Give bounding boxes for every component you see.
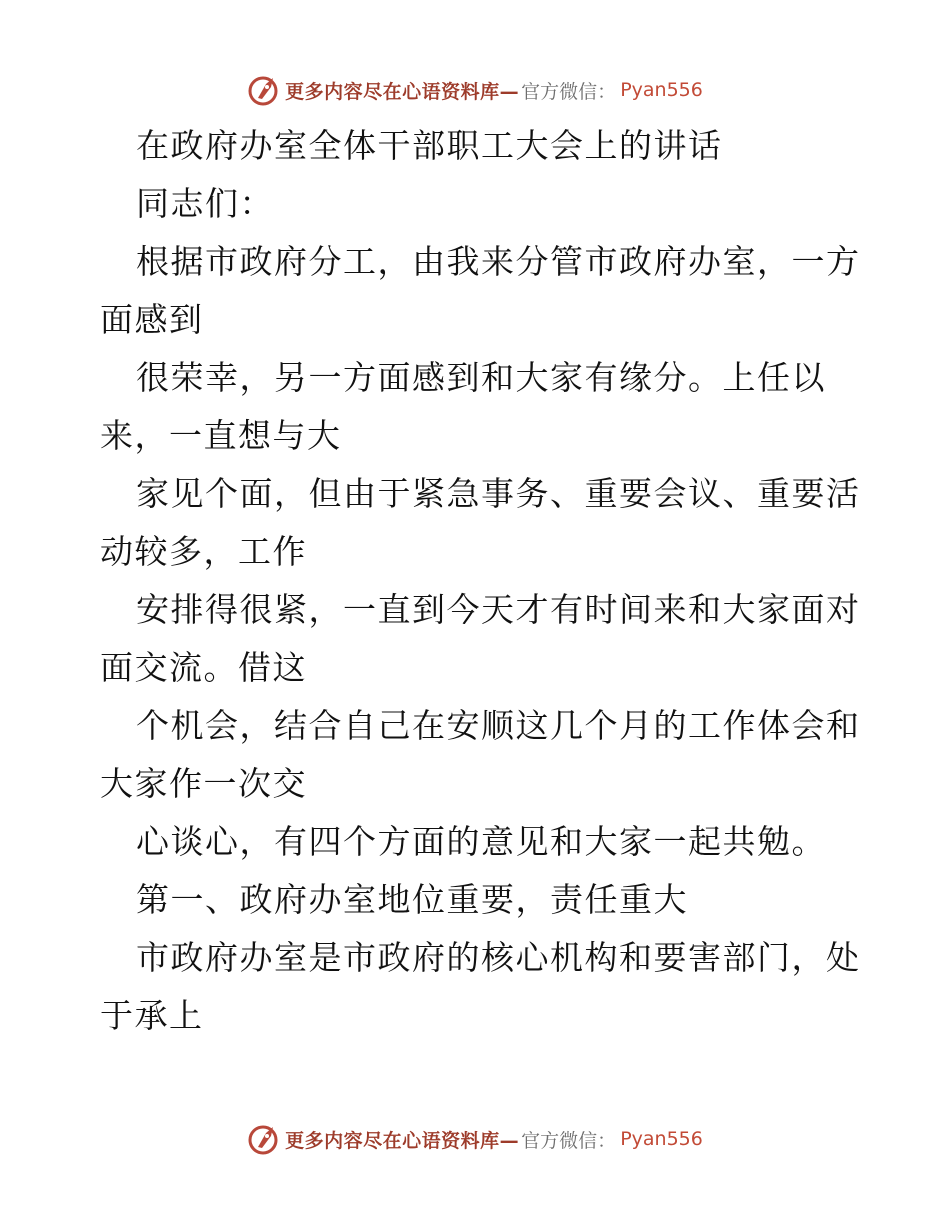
section-paragraph-line-cont: 于承上 bbox=[100, 996, 204, 1035]
paragraph-line-3-cont: 动较多，工作 bbox=[100, 532, 307, 571]
watermark-text: 更多内容尽在心语资料库— bbox=[285, 1129, 520, 1152]
paragraph-line-4: 安排得很紧，一直到今天才有时间来和大家面对 bbox=[136, 590, 861, 629]
section-heading: 第一、政府办室地位重要，责任重大 bbox=[136, 880, 688, 919]
watermark-wechat-id: Pyan556 bbox=[620, 79, 703, 101]
paragraph-line-1: 根据市政府分工，由我来分管市政府办室，一方 bbox=[136, 242, 861, 281]
document-title: 在政府办室全体干部职工大会上的讲话 bbox=[136, 126, 723, 165]
document-body bbox=[100, 117, 860, 1045]
watermark-wechat-id: Pyan556 bbox=[620, 1128, 703, 1150]
watermark-text: 更多内容尽在心语资料库— bbox=[285, 80, 520, 103]
pen-nib-logo-icon bbox=[247, 73, 281, 107]
paragraph-line-5-cont: 大家作一次交 bbox=[100, 764, 307, 803]
watermark-banner-bottom bbox=[0, 1119, 950, 1159]
paragraph-line-2: 很荣幸，另一方面感到和大家有缘分。上任以 bbox=[136, 358, 826, 397]
paragraph-line-3: 家见个面，但由于紧急事务、重要会议、重要活 bbox=[136, 474, 861, 513]
paragraph-line-2-cont: 来，一直想与大 bbox=[100, 416, 342, 455]
watermark-wechat-label: 官方微信： bbox=[521, 80, 617, 103]
paragraph-line-6: 心谈心，有四个方面的意见和大家一起共勉。 bbox=[136, 822, 826, 861]
watermark-wechat-label: 官方微信： bbox=[521, 1129, 617, 1152]
pen-nib-logo-icon bbox=[247, 1122, 281, 1156]
paragraph-line-1-cont: 面感到 bbox=[100, 300, 204, 339]
paragraph-line-4-cont: 面交流。借这 bbox=[100, 648, 307, 687]
paragraph-line-5: 个机会，结合自己在安顺这几个月的工作体会和 bbox=[136, 706, 861, 745]
greeting: 同志们： bbox=[136, 184, 274, 223]
section-paragraph-line: 市政府办室是市政府的核心机构和要害部门，处 bbox=[136, 938, 861, 977]
watermark-banner-top bbox=[0, 70, 950, 110]
